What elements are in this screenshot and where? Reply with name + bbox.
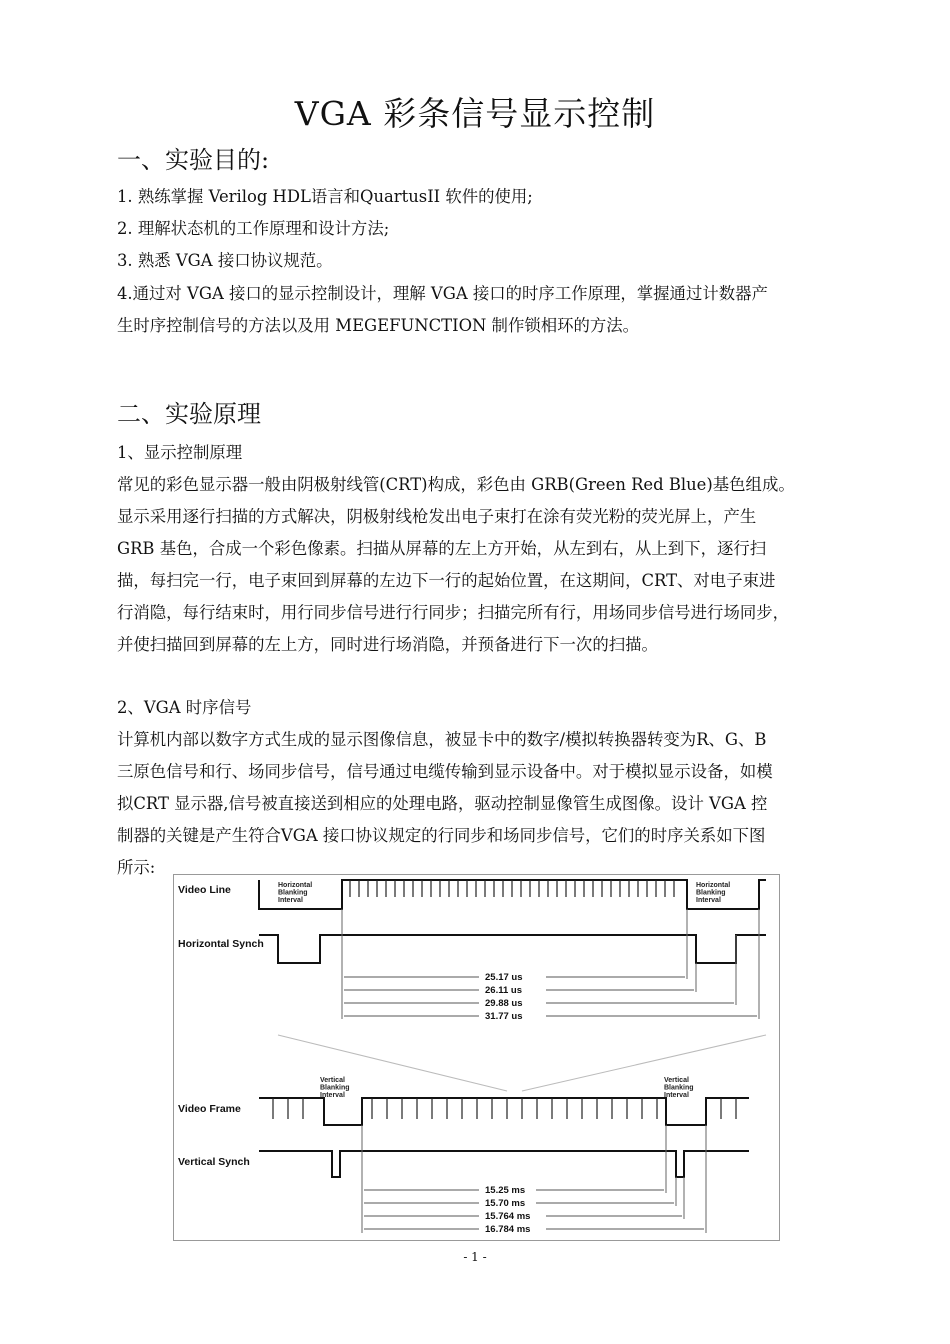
timing-diagram-svg: [174, 875, 779, 1240]
section1-heading: 一、实验目的:: [117, 146, 270, 174]
v-time-4: 16.784 ms: [485, 1224, 531, 1235]
h-blank-label-left: Horizontal Blanking Interval: [278, 882, 313, 904]
v-blank-label-right: Vertical Blanking Interval: [664, 1077, 694, 1099]
subsection-title: 2、VGA 时序信号: [117, 698, 252, 717]
h-time-2: 26.11 us: [485, 985, 522, 996]
paragraph-line: 三原色信号和行、场同步信号，信号通过电缆传输到显示设备中。对于模拟显示设备，如模: [117, 762, 773, 781]
label-vertical-synch: Vertical Synch: [178, 1156, 250, 1168]
h-time-4: 31.77 us: [485, 1011, 523, 1022]
horizontal-synch-waveform: [259, 935, 766, 963]
paragraph-line: 制器的关键是产生符合VGA 接口协议规定的行同步和场同步信号，它们的时序关系如下图: [117, 826, 766, 845]
page-number: - 1 -: [463, 1250, 487, 1264]
paragraph-line: GRB 基色，合成一个彩色像素。扫描从屏幕的左上方开始，从左到右，从上到下，逐行扫: [117, 539, 767, 558]
objective-item: 4.通过对 VGA 接口的显示控制设计，理解 VGA 接口的时序工作原理，掌握通过计数器产: [117, 284, 768, 303]
paragraph-line: 拟CRT 显示器,信号被直接送到相应的处理电路，驱动控制显像管生成图像。设计 VGA 控: [117, 794, 768, 813]
v-time-1: 15.25 ms: [485, 1185, 526, 1196]
paragraph-line: 显示采用逐行扫描的方式解决，阴极射线枪发出电子束打在涂有荧光粉的荧光屏上，产生: [117, 507, 757, 526]
label-video-frame: Video Frame: [178, 1103, 241, 1115]
objective-item: 生时序控制信号的方法以及用 MEGEFUNCTION 制作锁相环的方法。: [117, 316, 640, 335]
vertical-synch-waveform: [259, 1151, 749, 1177]
h-time-3: 29.88 us: [485, 998, 523, 1009]
video-line-ticks: [350, 880, 674, 897]
h-time-1: 25.17 us: [485, 972, 523, 983]
paragraph-line: 行消隐，每行结束时，用行同步信号进行行同步；扫描完所有行，用场同步信号进行场同步，: [117, 603, 790, 622]
label-horizontal-synch: Horizontal Synch: [178, 938, 264, 950]
v-blank-label-left: Vertical Blanking Interval: [320, 1077, 350, 1099]
zoom-line-left: [278, 1035, 507, 1091]
video-frame-waveform: [259, 1098, 749, 1125]
paragraph-line: 常见的彩色显示器一般由阴极射线管(CRT)构成，彩色由 GRB(Green Red Blue)基色组成。: [117, 475, 795, 494]
zoom-line-right: [522, 1035, 766, 1091]
objective-item: 3. 熟悉 VGA 接口协议规范。: [117, 251, 333, 270]
label-video-line: Video Line: [178, 884, 231, 896]
objective-item: 2. 理解状态机的工作原理和设计方法;: [117, 219, 390, 238]
h-blank-label-right: Horizontal Blanking Interval: [696, 882, 731, 904]
paragraph-line: 并使扫描回到屏幕的左上方，同时进行场消隐，并预备进行下一次的扫描。: [117, 635, 658, 654]
page-title: VGA 彩条信号显示控制: [294, 94, 656, 133]
v-time-3: 15.764 ms: [485, 1211, 531, 1222]
section2-heading: 二、实验原理: [117, 400, 261, 428]
v-time-2: 15.70 ms: [485, 1198, 526, 1209]
paragraph-line: 所示:: [117, 858, 156, 877]
paragraph-line: 计算机内部以数字方式生成的显示图像信息，被显卡中的数字/模拟转换器转变为R、G、B: [117, 730, 767, 749]
objective-item: 1. 熟练掌握 Verilog HDL语言和QuartusII 软件的使用;: [117, 187, 533, 206]
vga-timing-diagram: [173, 874, 780, 1241]
paragraph-line: 描，每扫完一行，电子束回到屏幕的左边下一行的起始位置，在这期间，CRT、对电子束进: [117, 571, 776, 590]
subsection-title: 1、显示控制原理: [117, 443, 243, 462]
